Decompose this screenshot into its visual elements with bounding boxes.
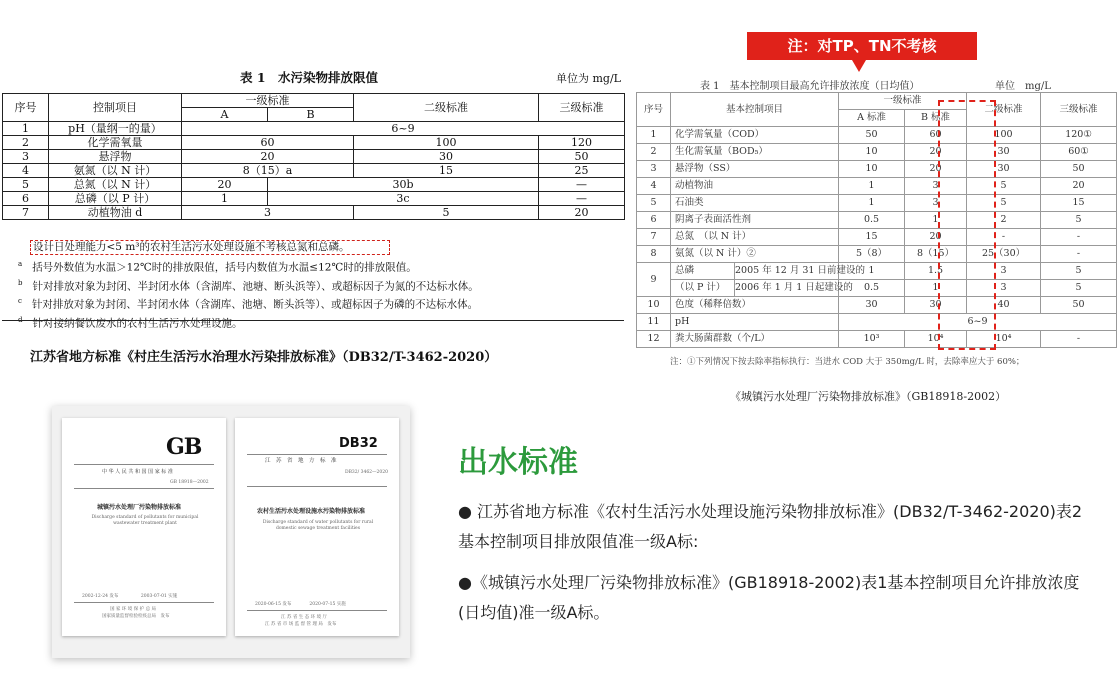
cell: 3 xyxy=(967,280,1041,297)
cell: 2005 年 12 月 31 日前建设的 xyxy=(735,263,839,280)
arrow-down-icon xyxy=(852,60,866,72)
table1-unit: 单位为 mg/L xyxy=(556,72,621,85)
cell: 3 xyxy=(637,161,671,178)
cell: 10 xyxy=(839,161,905,178)
table-row xyxy=(3,150,625,164)
cell: 3 xyxy=(3,150,49,164)
cell: 粪大肠菌群数（个/L） xyxy=(671,331,839,348)
highlight-note-box xyxy=(30,240,390,255)
cell: 总磷（以 P 计） xyxy=(49,192,182,206)
cell: - xyxy=(967,229,1041,246)
cell: 5 xyxy=(354,206,539,220)
t2-header-grade3: 三级标准 xyxy=(1041,93,1117,127)
cell: 2 xyxy=(3,136,49,150)
t2-header-b: B 标准 xyxy=(905,110,967,127)
cell: 氨氮（以 N 计）② xyxy=(671,246,839,263)
cell: 30 xyxy=(354,150,539,164)
note-text: 针对接纳餐饮废水的农村生活污水处理设施。 xyxy=(32,317,243,329)
db32-logo: DB32 xyxy=(339,436,378,451)
gb-en-title: Discharge standard of pollutants for municipal wastewater treatment plant xyxy=(91,515,199,526)
note-mark: d xyxy=(18,315,23,324)
cell: 2006 年 1 月 1 日起建设的 xyxy=(735,280,839,297)
cell: 8 xyxy=(637,246,671,263)
table-row xyxy=(637,212,1117,229)
note xyxy=(18,257,479,276)
cell: 20 xyxy=(182,150,354,164)
cell: 30 xyxy=(905,297,967,314)
cell: 20 xyxy=(1041,178,1117,195)
t1-header-item: 控制项目 xyxy=(49,94,182,122)
cell: 0.5 xyxy=(839,280,905,297)
gb-standard-cover xyxy=(62,418,226,636)
cell: 生化需氧量（BOD₅） xyxy=(671,144,839,161)
highlight-note: 设计日处理能力<5 m³的农村生活污水处理设施不考核总氮和总磷。 xyxy=(33,241,350,253)
cell: 1 xyxy=(3,122,49,136)
cell: 1.5 xyxy=(905,263,967,280)
table2-footnote: 注：①下列情况下按去除率指标执行：当进水 COD 大于 350mg/L 时，去除率应大于 60%； xyxy=(670,357,1025,367)
table-row xyxy=(637,297,1117,314)
gb-code: GB 18918—2002 xyxy=(170,480,209,485)
table1-bottom-rule xyxy=(2,320,624,321)
cell: 0.5 xyxy=(839,212,905,229)
cell: 15 xyxy=(839,229,905,246)
divider xyxy=(247,486,387,487)
divider xyxy=(247,454,387,455)
cell: 12 xyxy=(637,331,671,348)
cell: 50 xyxy=(839,127,905,144)
cell: 25 xyxy=(539,164,625,178)
cell: - xyxy=(1041,246,1117,263)
cell: 9 xyxy=(637,263,671,297)
cell: 120 xyxy=(539,136,625,150)
cell: 120① xyxy=(1041,127,1117,144)
table-row xyxy=(637,331,1117,348)
cell: 化学需氧量 xyxy=(49,136,182,150)
gb-issuer2: 国家质量监督检验检疫总局 发布 xyxy=(102,614,170,619)
cell: 50 xyxy=(539,150,625,164)
table-row xyxy=(3,122,625,136)
cell: 阴离子表面活性剂 xyxy=(671,212,839,229)
cell: 6~9 xyxy=(182,122,625,136)
cell: 6 xyxy=(3,192,49,206)
cell: 60① xyxy=(1041,144,1117,161)
note-text: 针对排放对象为封闭、半封闭水体（含湖库、池塘、断头浜等）、或超标因子为氮的不达标水体。 xyxy=(32,280,479,292)
t2-header-grade2: 二级标准 xyxy=(967,93,1041,127)
gb-logo: GB xyxy=(166,434,202,460)
cell: 25（30） xyxy=(967,246,1041,263)
cell: 2 xyxy=(967,212,1041,229)
cell: 20 xyxy=(905,161,967,178)
cell: 4 xyxy=(3,164,49,178)
table-row xyxy=(3,164,625,178)
bullet-item-db32: ● 江苏省地方标准《农村生活污水处理设施污染物排放标准》(DB32/T-3462-2020)表2基本控制项目排放限值准一级A标: xyxy=(458,502,1083,551)
cell: 总磷 xyxy=(671,263,735,280)
divider xyxy=(247,610,387,611)
cell: pH（量纲一的量） xyxy=(49,122,182,136)
cell: 10 xyxy=(637,297,671,314)
cell: 5 xyxy=(637,195,671,212)
note xyxy=(18,294,479,313)
cell: 7 xyxy=(637,229,671,246)
cell: 3 xyxy=(905,178,967,195)
cell: 3 xyxy=(905,195,967,212)
table2 xyxy=(636,92,1117,348)
table-row xyxy=(637,263,1117,280)
note xyxy=(18,276,479,295)
cell: 悬浮物（SS） xyxy=(671,161,839,178)
cell: 5 xyxy=(1041,212,1117,229)
t1-header-grade2: 二级标准 xyxy=(354,94,539,122)
cell: 1 xyxy=(839,263,905,280)
cell: 10 xyxy=(839,144,905,161)
cell: 色度（稀释倍数） xyxy=(671,297,839,314)
table-row xyxy=(637,161,1117,178)
bullet-item-gb18918: ●《城镇污水处理厂污染物排放标准》(GB18918-2002)表1基本控制项目允许排放浓度(日均值)准一级A标。 xyxy=(458,573,1080,622)
table-row xyxy=(3,178,625,192)
cell: 100 xyxy=(967,127,1041,144)
cell: 3 xyxy=(967,263,1041,280)
table-row xyxy=(3,136,625,150)
caption-left: 江苏省地方标准《村庄生活污水治理水污染排放标准》（DB32/T-3462-2020） xyxy=(30,350,498,365)
cell: 氨氮（以 N 计） xyxy=(49,164,182,178)
divider xyxy=(74,602,214,603)
db32-issuer2: 江 苏 省 市 场 监 督 管 理 局 发布 xyxy=(265,622,337,627)
divider xyxy=(74,464,214,465)
cell: 1 xyxy=(905,280,967,297)
table-row xyxy=(637,144,1117,161)
cell: 50 xyxy=(1041,161,1117,178)
cell: 6~9 xyxy=(839,314,1117,331)
db32-code: DB32/ 3462—2020 xyxy=(345,470,388,475)
t2-header-a: A 标准 xyxy=(839,110,905,127)
db32-title: 农村生活污水处理设施水污染物排放标准 xyxy=(257,508,366,515)
cell: 总氮 （以 N 计） xyxy=(671,229,839,246)
cell: 5 xyxy=(1041,280,1117,297)
cell: 40 xyxy=(967,297,1041,314)
cell: 1 xyxy=(839,178,905,195)
table-row xyxy=(637,280,1117,297)
cell: 60 xyxy=(182,136,354,150)
table-row xyxy=(637,314,1117,331)
cell: — xyxy=(539,178,625,192)
cell: - xyxy=(1041,331,1117,348)
gb-dates: 2002-12-24 发布 2003-07-01 实施 xyxy=(82,594,178,599)
cell: 化学需氧量（COD） xyxy=(671,127,839,144)
table1-title: 表 1 水污染物排放限值 xyxy=(240,70,379,85)
note-text: 括号外数值为水温＞12℃时的排放限值，括号内数值为水温≤12℃时的排放限值。 xyxy=(32,261,417,274)
table2-unit: 单位 mg/L xyxy=(995,81,1051,92)
note-text: 针对排放对象为封闭、半封闭水体（含湖库、池塘、断头浜等）、或超标因子为磷的不达标水体。 xyxy=(31,298,479,311)
table-row xyxy=(637,178,1117,195)
note-mark: c xyxy=(18,297,22,305)
table-row xyxy=(637,229,1117,246)
cell: 5 xyxy=(1041,263,1117,280)
divider xyxy=(74,488,214,489)
cell: 1 xyxy=(637,127,671,144)
t1-header-grade1: 一级标准 xyxy=(182,94,354,108)
cell: 20 xyxy=(905,144,967,161)
cell: 20 xyxy=(905,229,967,246)
cell: 3 xyxy=(182,206,354,220)
table-row xyxy=(637,195,1117,212)
cell: 5（8） xyxy=(839,246,905,263)
t2-header-grade1: 一级标准 xyxy=(839,93,967,110)
t1-header-b: B xyxy=(268,108,354,122)
cell: 30 xyxy=(967,161,1041,178)
cell: pH xyxy=(671,314,839,331)
cell: 50 xyxy=(1041,297,1117,314)
cell: 石油类 xyxy=(671,195,839,212)
cell: 5 xyxy=(967,178,1041,195)
cell: 1 xyxy=(182,192,268,206)
cell: 30 xyxy=(839,297,905,314)
cell: 100 xyxy=(354,136,539,150)
cell: 8（15）a xyxy=(182,164,354,178)
note-mark: b xyxy=(18,278,23,287)
t1-header-seq: 序号 xyxy=(3,94,49,122)
table-row xyxy=(637,127,1117,144)
cell: 10⁴ xyxy=(905,331,967,348)
cell: （以 P 计） xyxy=(671,280,735,297)
t1-header-a: A xyxy=(182,108,268,122)
table1 xyxy=(2,93,625,220)
cell: 动植物油 xyxy=(671,178,839,195)
cell: 动植物油 d xyxy=(49,206,182,220)
cell: 6 xyxy=(637,212,671,229)
note-mark: a xyxy=(18,260,23,268)
grade-b-highlight-box xyxy=(938,100,996,350)
db32-issuer: 江 苏 省 生 态 环 境 厅 xyxy=(281,615,328,620)
cell: 1 xyxy=(905,212,967,229)
cell: 2 xyxy=(637,144,671,161)
cell: 10⁴ xyxy=(967,331,1041,348)
cell: 1 xyxy=(839,195,905,212)
cell: 20 xyxy=(182,178,268,192)
cell: 60 xyxy=(905,127,967,144)
cell: 30b xyxy=(268,178,539,192)
cell: 7 xyxy=(3,206,49,220)
cell: 5 xyxy=(967,195,1041,212)
cell: 30 xyxy=(967,144,1041,161)
gb-title: 城镇污水处理厂污染物排放标准 xyxy=(97,504,182,511)
cell: 悬浮物 xyxy=(49,150,182,164)
cell: 15 xyxy=(354,164,539,178)
cell: 8（15） xyxy=(905,246,967,263)
db32-en-title: Discharge standard of water pollutants for rural domestic sewage treatment facilities xyxy=(262,520,374,531)
table2-title: 表 1 基本控制项目最高允许排放浓度（日均值） xyxy=(700,81,920,92)
t2-header-item: 基本控制项目 xyxy=(671,93,839,127)
t1-header-grade3: 三级标准 xyxy=(539,94,625,122)
cell: 5 xyxy=(3,178,49,192)
cell: - xyxy=(1041,229,1117,246)
cell: 15 xyxy=(1041,195,1117,212)
table-row xyxy=(3,206,625,220)
tp-tn-note-banner: 注：对TP、TN不考核 xyxy=(747,32,977,60)
t2-header-seq: 序号 xyxy=(637,93,671,127)
cell: 10³ xyxy=(839,331,905,348)
cell: 20 xyxy=(539,206,625,220)
gb-org: 中 华 人 民 共 和 国 国 家 标 准 xyxy=(102,469,173,475)
cell: 11 xyxy=(637,314,671,331)
table-row xyxy=(637,246,1117,263)
cell: 4 xyxy=(637,178,671,195)
caption-right: 《城镇污水处理厂污染物排放标准》（GB18918-2002） xyxy=(730,390,1007,403)
gb-issuer: 国 家 环 境 保 护 总 局 xyxy=(110,607,157,612)
db32-org: 江 苏 省 地 方 标 准 xyxy=(265,458,337,464)
note xyxy=(18,313,479,332)
cell: — xyxy=(539,192,625,206)
cell: 总氮（以 N 计） xyxy=(49,178,182,192)
section-heading: 出水标准 xyxy=(458,445,578,480)
cell: 3c xyxy=(268,192,539,206)
table-row xyxy=(3,192,625,206)
db32-standard-cover xyxy=(235,418,399,636)
db32-dates: 2020-06-15 发布 2020-07-15 实施 xyxy=(255,602,346,607)
